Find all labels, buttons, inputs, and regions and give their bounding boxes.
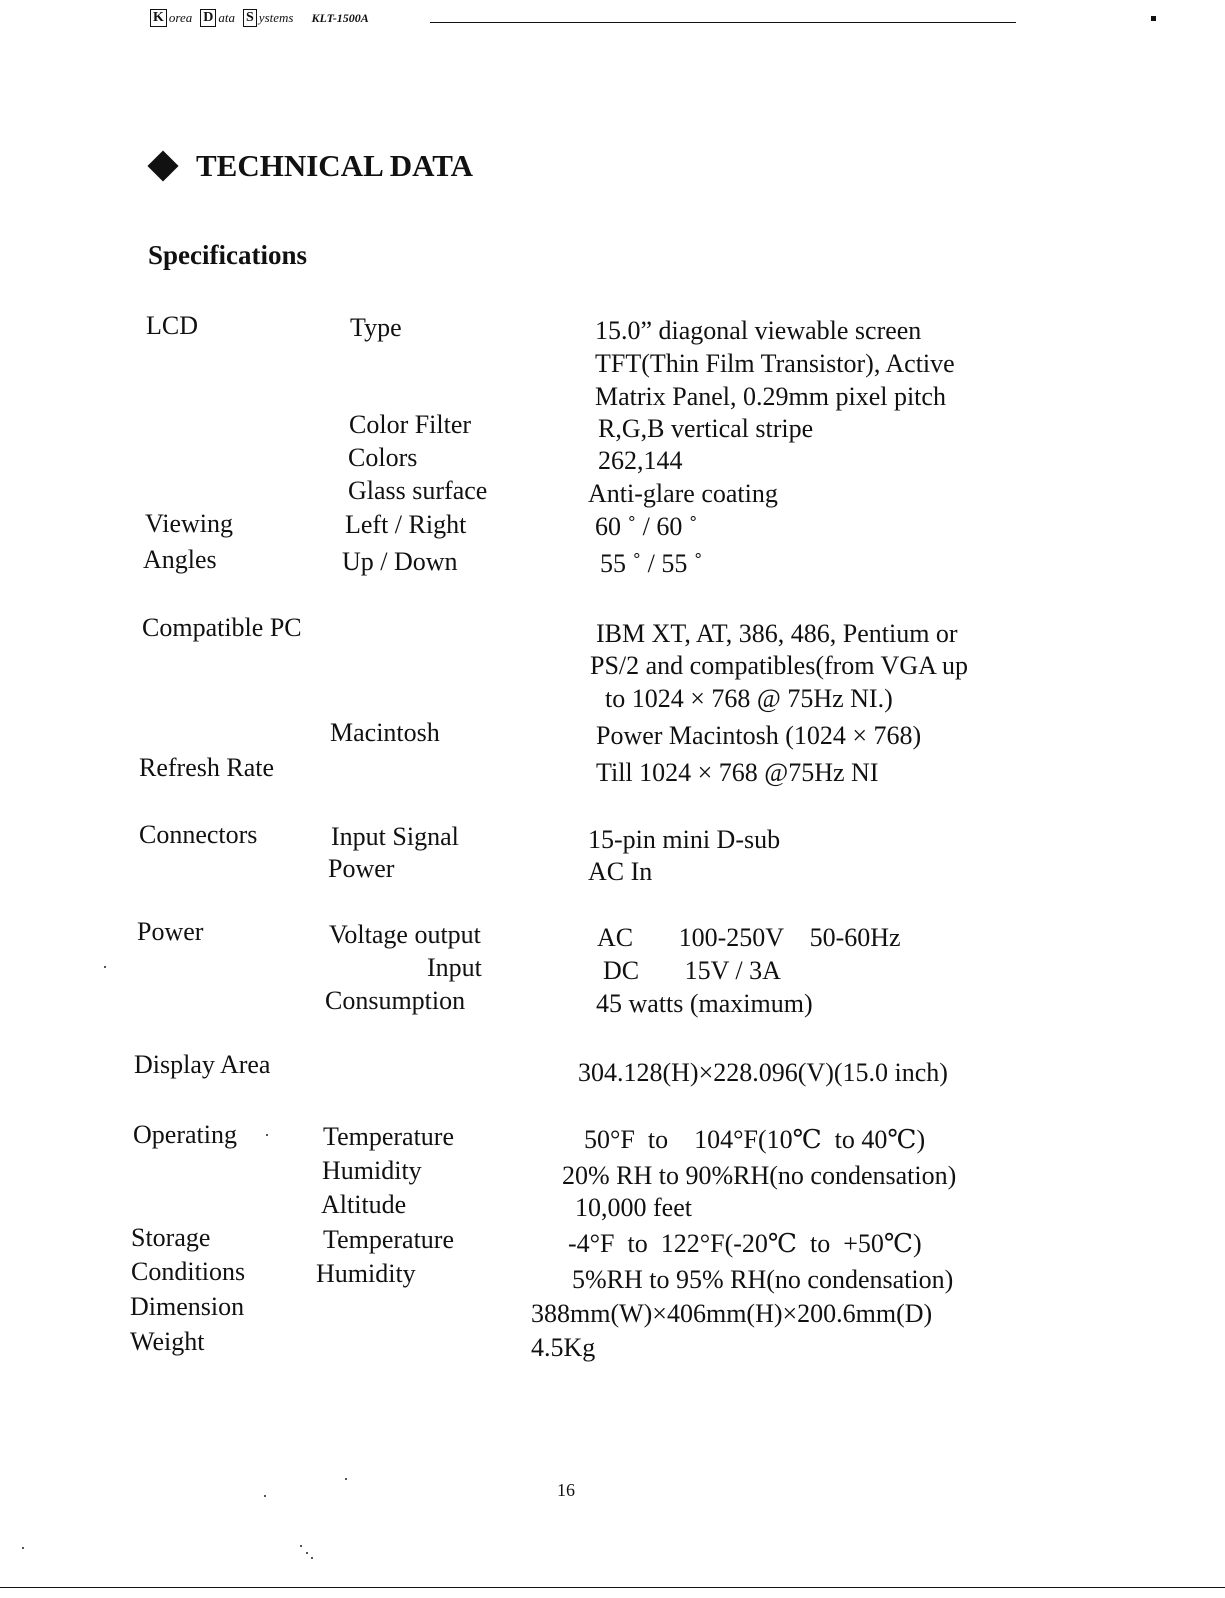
- scan-speck: [306, 1552, 308, 1554]
- spec-category-storage: Storage: [131, 1223, 211, 1252]
- spec-category-display-area: Display Area: [134, 1050, 271, 1079]
- scan-speck: [104, 966, 106, 968]
- spec-value-storage-humidity: 5%RH to 95% RH(no condensation): [572, 1265, 954, 1294]
- spec-category-conditions: Conditions: [131, 1257, 246, 1286]
- spec-value-consumption: 45 watts (maximum): [596, 989, 813, 1018]
- page-number: 16: [557, 1480, 575, 1500]
- spec-category-dimension: Dimension: [130, 1292, 245, 1321]
- spec-item-left-right: Left / Right: [345, 510, 467, 539]
- brand-letter-s: S: [243, 9, 257, 27]
- scan-speck: [345, 1478, 347, 1480]
- spec-value-refresh-rate: Till 1024 × 768 @75Hz NI: [596, 758, 879, 787]
- spec-value-storage-temperature: -4°F to 122°F(-20℃ to +50℃): [568, 1229, 922, 1258]
- spec-category-weight: Weight: [130, 1327, 205, 1356]
- spec-value-left-right: 60 ˚ / 60 ˚: [595, 512, 698, 541]
- brand-word-ystems: ystems: [258, 10, 294, 25]
- spec-category-refresh-rate: Refresh Rate: [139, 753, 275, 782]
- spec-category-angles: Angles: [143, 545, 217, 574]
- spec-category-compatible-pc: Compatible PC: [142, 613, 302, 642]
- header-rule: [430, 22, 1016, 23]
- spec-item-storage-humidity: Humidity: [316, 1259, 416, 1288]
- spec-item-input: Input: [427, 953, 482, 982]
- spec-value-weight: 4.5Kg: [531, 1333, 596, 1362]
- spec-item-glass-surface: Glass surface: [348, 476, 488, 505]
- spec-value-dimension: 388mm(W)×406mm(H)×200.6mm(D): [531, 1299, 933, 1328]
- running-header: [150, 6, 369, 30]
- spec-value-compatible-pc-1: IBM XT, AT, 386, 486, Pentium or: [596, 619, 958, 648]
- spec-value-display-area: 304.128(H)×228.096(V)(15.0 inch): [578, 1058, 948, 1087]
- spec-value-power-connector: AC In: [588, 857, 653, 886]
- brand-letter-d: D: [200, 9, 216, 27]
- spec-value-input: DC 15V / 3A: [603, 956, 781, 985]
- spec-value-altitude: 10,000 feet: [575, 1193, 692, 1222]
- spec-value-up-down: 55 ˚ / 55 ˚: [600, 549, 703, 578]
- subsection-title: Specifications: [148, 240, 307, 270]
- spec-value-type-2: TFT(Thin Film Transistor), Active: [595, 349, 955, 378]
- spec-item-consumption: Consumption: [325, 986, 466, 1015]
- spec-value-compatible-pc-3: to 1024 × 768 @ 75Hz NI.): [605, 684, 893, 713]
- bottom-edge-rule: [0, 1587, 1225, 1588]
- spec-item-color-filter: Color Filter: [349, 410, 472, 439]
- brand-letter-k: K: [150, 9, 167, 27]
- spec-value-glass-surface: Anti-glare coating: [588, 479, 778, 508]
- scan-speck: [311, 1557, 313, 1559]
- spec-value-compatible-pc-2: PS/2 and compatibles(from VGA up: [590, 651, 968, 680]
- spec-value-colors: 262,144: [598, 446, 683, 475]
- spec-category-power: Power: [137, 917, 204, 946]
- scan-speck: [266, 1134, 268, 1136]
- spec-item-altitude: Altitude: [321, 1190, 407, 1219]
- spec-item-input-signal: Input Signal: [331, 822, 459, 851]
- spec-item-macintosh: Macintosh: [330, 718, 440, 747]
- spec-item-type: Type: [350, 313, 402, 342]
- spec-item-up-down: Up / Down: [342, 547, 458, 576]
- spec-value-color-filter: R,G,B vertical stripe: [598, 414, 814, 443]
- spec-value-voltage-output: AC 100-250V 50-60Hz: [597, 923, 901, 952]
- spec-item-colors: Colors: [348, 443, 418, 472]
- spec-value-macintosh: Power Macintosh (1024 × 768): [596, 721, 922, 750]
- spec-value-input-signal: 15-pin mini D-sub: [588, 825, 781, 854]
- brand-word-ata: ata: [218, 10, 235, 25]
- spec-item-operating-temperature: Temperature: [323, 1122, 454, 1151]
- spec-value-type-3: Matrix Panel, 0.29mm pixel pitch: [595, 382, 946, 411]
- spec-item-voltage-output: Voltage output: [329, 920, 481, 949]
- spec-category-viewing: Viewing: [145, 509, 233, 538]
- scan-speck: [264, 1495, 266, 1497]
- spec-item-power-connector: Power: [328, 854, 395, 883]
- scan-speck: [300, 1545, 302, 1547]
- model-number: KLT-1500A: [311, 10, 369, 25]
- spec-category-operating: Operating: [133, 1120, 237, 1149]
- diamond-bullet-icon: [147, 150, 178, 181]
- spec-value-operating-temperature: 50°F to 104°F(10℃ to 40℃): [584, 1125, 926, 1154]
- header-mark: [1151, 16, 1156, 21]
- spec-item-storage-temperature: Temperature: [323, 1225, 454, 1254]
- brand-word-orea: orea: [168, 10, 193, 25]
- spec-value-operating-humidity: 20% RH to 90%RH(no condensation): [562, 1161, 957, 1190]
- section-title: [148, 148, 473, 184]
- spec-value-type-1: 15.0” diagonal viewable screen: [595, 316, 922, 345]
- spec-item-operating-humidity: Humidity: [322, 1156, 422, 1185]
- section-title-text: TECHNICAL DATA: [196, 148, 474, 183]
- scan-speck: [22, 1547, 24, 1549]
- spec-category-lcd: LCD: [146, 311, 198, 340]
- spec-category-connectors: Connectors: [139, 820, 258, 849]
